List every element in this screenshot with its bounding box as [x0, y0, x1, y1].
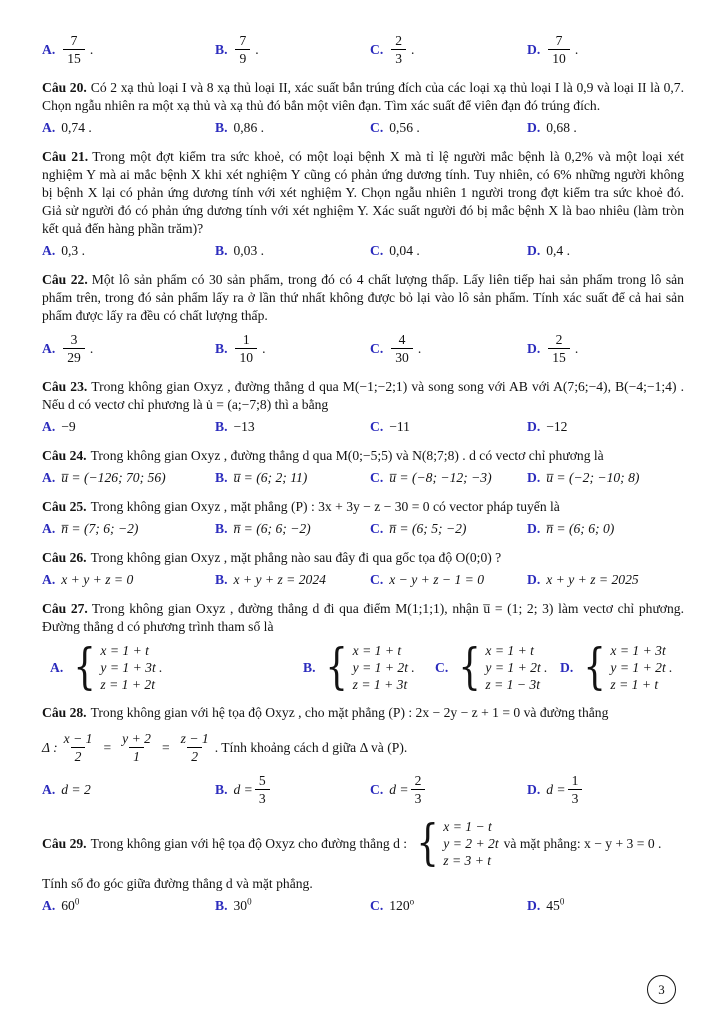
option-letter: A. — [42, 521, 56, 536]
question-24 — [42, 447, 684, 487]
parametric-system: { x = 1 + t y = 1 + 2t z = 1 − 3t — [458, 638, 541, 696]
option-letter: B. — [215, 470, 228, 485]
question-text — [42, 447, 684, 465]
option-letter: A. — [50, 659, 64, 675]
parametric-system: { x = 1 + t y = 1 + 2t z = 1 + 3t — [325, 638, 409, 696]
question-24-options — [42, 468, 684, 487]
option-b — [215, 31, 370, 68]
option-letter: D. — [527, 42, 541, 57]
option-c — [370, 771, 527, 808]
option-value: 0,3 . — [61, 243, 86, 258]
question-text — [42, 148, 684, 238]
parametric-system: { x = 1 + t y = 1 + 3t z = 1 + 2t — [73, 638, 156, 696]
option-d — [527, 519, 684, 538]
option-b — [215, 771, 370, 808]
parametric-system: { x = 1 + 3t y = 1 + 2t z = 1 + t — [583, 638, 666, 696]
option-suffix: . — [411, 659, 415, 675]
option-letter: D. — [527, 243, 541, 258]
option-c — [370, 417, 527, 436]
option-a — [50, 638, 303, 696]
question-28-options — [42, 771, 684, 808]
option-b — [215, 519, 370, 538]
fraction: $\frac{x - 1}{2}$ — [63, 731, 93, 764]
question-21 — [42, 148, 684, 260]
option-value: x − y + z − 1 = 0 — [389, 572, 485, 587]
question-body: Trong không gian với hệ tọa độ Oxyz , cho mặt phẳng (P) : 2x − 2y − z + 1 = 0 và đường thẳng — [90, 705, 609, 720]
option-letter: A. — [42, 572, 56, 587]
fraction: $\frac{3}{29}$ — [63, 332, 85, 365]
option-suffix: . — [255, 42, 259, 57]
option-c — [370, 896, 527, 915]
option-a — [42, 896, 215, 915]
option-value: $60^0$ — [61, 896, 80, 913]
option-a — [42, 417, 215, 436]
parametric-system: { x = 1 − t y = 2 + 2t z = 3 + t — [416, 814, 499, 872]
question-25 — [42, 498, 684, 538]
option-value: 120$^o$ — [389, 896, 415, 913]
option-value: 0,04 . — [389, 243, 420, 258]
option-d — [560, 638, 684, 696]
option-value: d = 2 — [61, 782, 91, 797]
option-suffix: . — [158, 659, 163, 675]
option-b — [215, 570, 370, 589]
option-c — [370, 519, 527, 538]
option-value: n̅ = (6; 6; 0) — [546, 521, 615, 536]
question-27-options — [42, 638, 684, 696]
question-28 — [42, 704, 684, 808]
option-suffix: . — [89, 341, 94, 356]
option-d — [527, 330, 684, 367]
question-text — [42, 549, 684, 567]
option-prefix: d = — [389, 782, 409, 797]
option-letter: B. — [215, 572, 228, 587]
option-letter: C. — [435, 659, 449, 675]
question-body-post: và mặt phẳng: x − y + 3 = 0 . — [503, 835, 662, 851]
option-b — [215, 118, 370, 137]
fraction: $\frac{2}{15}$ — [548, 332, 570, 365]
question-20 — [42, 79, 684, 137]
option-c — [370, 330, 527, 367]
option-suffix: . — [543, 659, 548, 675]
carryover-options-row — [42, 31, 684, 68]
question-label: Câu 27. — [42, 601, 88, 616]
option-letter: D. — [527, 419, 541, 434]
question-text — [42, 814, 684, 872]
option-letter: C. — [370, 120, 384, 135]
option-a — [42, 31, 215, 68]
option-value: 0,74 . — [61, 120, 92, 135]
option-value: 0,03 . — [233, 243, 265, 258]
question-label: Câu 26. — [42, 550, 87, 565]
question-body: Có 2 xạ thủ loại I và 8 xạ thủ loại II, xác suất bắn trúng đích của các loại xạ thủ loại I là 0,9 và loại II là 0,7. Chọn ngẫu nhiên ra một xạ thủ và xạ thủ đó bắn một viên đạn. Tìm xác suất để viên đạn đó trúng đích. — [42, 80, 684, 113]
option-value: u̅ = (−8; −12; −3) — [389, 470, 492, 485]
option-a — [42, 241, 215, 260]
option-letter: B. — [215, 782, 228, 797]
left-brace: { — [583, 638, 607, 696]
question-label: Câu 22. — [42, 272, 88, 287]
option-letter: C. — [370, 470, 384, 485]
option-letter: A. — [42, 898, 56, 913]
question-body: Trong một đợt kiểm tra sức khoẻ, có một loại bệnh X mà tỉ lệ người mắc bệnh là 0,2% và một loại xét nghiệm Y mà ai mắc bệnh X khi xét nghiệm Y cũng có phản ứng dương tính. Tuy nhiên, có 6% những người không bị bệnh X lại có phản ứng dương tính với xét nghiệm Y. Chọn ngẫu nhiên 1 người trong đợt kiểm tra sức khoẻ đó. Giả sử người đó có phản ứng dương tính với xét nghiệm Y. Xác suất người đó bị mắc bệnh X là bao nhiêu (làm tròn kết quả đến hàng phần trăm)? — [42, 149, 684, 236]
option-letter: A. — [42, 419, 56, 434]
option-b — [215, 330, 370, 367]
question-label: Câu 20. — [42, 80, 87, 95]
option-value: n̅ = (7; 6; −2) — [61, 521, 139, 536]
option-letter: B. — [215, 243, 228, 258]
option-value: 0,4 . — [546, 243, 571, 258]
option-letter: B. — [215, 120, 228, 135]
option-value: −13 — [233, 419, 255, 434]
option-letter: D. — [527, 521, 541, 536]
option-value: x + y + z = 2024 — [233, 572, 326, 587]
option-letter: C. — [370, 572, 384, 587]
fraction: $\frac{1}{10}$ — [235, 332, 257, 365]
option-a — [42, 118, 215, 137]
option-letter: C. — [370, 898, 384, 913]
question-text — [42, 378, 684, 414]
option-value: u̅ = (6; 2; 11) — [233, 470, 308, 485]
option-letter: C. — [370, 419, 384, 434]
equals-sign: = — [103, 739, 112, 755]
question-29-options — [42, 896, 684, 915]
degree-sup: 0 — [74, 896, 80, 907]
option-suffix: . — [574, 341, 579, 356]
question-26-options — [42, 570, 684, 589]
option-letter: A. — [42, 782, 56, 797]
option-c — [370, 468, 527, 487]
option-letter: D. — [527, 120, 541, 135]
option-letter: B. — [215, 898, 228, 913]
equals-sign: = — [161, 739, 170, 755]
degree-sup: 0 — [559, 896, 565, 907]
option-value: 0,86 . — [233, 120, 265, 135]
option-prefix: d = — [233, 782, 253, 797]
option-letter: C. — [370, 42, 384, 57]
option-value: x + y + z = 2025 — [546, 572, 639, 587]
question-29 — [42, 814, 684, 915]
option-d — [527, 896, 684, 915]
question-text — [42, 498, 684, 516]
option-value: n̅ = (6; 6; −2) — [233, 521, 311, 536]
question-label: Câu 28. — [42, 705, 87, 720]
option-letter: D. — [527, 898, 541, 913]
option-value: −9 — [61, 419, 76, 434]
left-brace: { — [73, 638, 97, 696]
option-letter: A. — [42, 42, 56, 57]
option-d — [527, 241, 684, 260]
fraction: $\frac{7}{9}$ — [235, 33, 250, 66]
question-label: Câu 25. — [42, 499, 87, 514]
option-letter: C. — [370, 341, 384, 356]
option-value: $30^0$ — [233, 896, 252, 913]
question-28-equation — [42, 729, 684, 766]
option-value: 0,56 . — [389, 120, 420, 135]
option-b — [215, 417, 370, 436]
question-label: Câu 23. — [42, 379, 88, 394]
question-text — [42, 704, 684, 722]
option-value: $45^0$ — [546, 896, 565, 913]
fraction: $\frac{y + 2}{1}$ — [122, 731, 151, 764]
fraction: $\frac{z - 1}{2}$ — [180, 731, 209, 764]
question-text — [42, 600, 684, 636]
question-body: Trong không gian Oxyz , mặt phẳng (P) : 3x + 3y − z − 30 = 0 có vector pháp tuyến là — [90, 499, 560, 514]
option-a — [42, 519, 215, 538]
option-c — [435, 638, 560, 696]
fraction: $\frac{2}{3}$ — [411, 773, 426, 806]
option-d — [527, 118, 684, 137]
question-25-options — [42, 519, 684, 538]
option-letter: A. — [42, 120, 56, 135]
option-letter: B. — [215, 42, 228, 57]
question-20-options — [42, 118, 684, 137]
option-c — [370, 241, 527, 260]
question-followup: Tính số đo góc giữa đường thẳng d và mặt phẳng. — [42, 876, 313, 891]
option-letter: B. — [215, 341, 228, 356]
option-letter: B. — [215, 521, 228, 536]
left-brace: { — [458, 638, 482, 696]
left-brace: { — [416, 814, 439, 872]
option-a — [42, 330, 215, 367]
option-value: 0,68 . — [546, 120, 577, 135]
option-letter: D. — [527, 782, 541, 797]
fraction: $\frac{1}{3}$ — [568, 773, 583, 806]
question-body: Trong không gian Oxyz , đường thẳng d qua M(−1;−2;1) và song song với AB với A(7;6;−4), B(−4;−1;4) . Nếu d có vectơ chỉ phương là u̇ = (a;−7;8) thì a bằng — [42, 379, 684, 412]
option-value: u̅ = (−126; 70; 56) — [61, 470, 166, 485]
option-b — [215, 468, 370, 487]
option-letter: D. — [560, 659, 574, 675]
option-c — [370, 31, 527, 68]
question-22-options — [42, 330, 684, 367]
option-value: −11 — [389, 419, 410, 434]
option-c — [370, 570, 527, 589]
option-letter: A. — [42, 341, 56, 356]
degree-sup: o — [409, 896, 415, 907]
option-suffix: . — [262, 341, 266, 356]
option-d — [527, 417, 684, 436]
option-letter: C. — [370, 243, 384, 258]
option-suffix: . — [668, 659, 673, 675]
option-d — [527, 31, 684, 68]
option-letter: D. — [527, 341, 541, 356]
option-letter: D. — [527, 572, 541, 587]
option-value: n̅ = (6; 5; −2) — [389, 521, 467, 536]
option-letter: D. — [527, 470, 541, 485]
option-suffix: . — [417, 341, 422, 356]
degree-sup: 0 — [247, 896, 252, 907]
fraction: $\frac{2}{3}$ — [391, 33, 406, 66]
option-d — [527, 570, 684, 589]
option-prefix: d = — [546, 782, 566, 797]
fraction: $\frac{5}{3}$ — [255, 773, 270, 806]
question-text — [42, 271, 684, 325]
option-suffix: . — [574, 42, 579, 57]
question-21-options — [42, 241, 684, 260]
option-suffix: . — [89, 42, 94, 57]
option-a — [42, 570, 215, 589]
question-label: Câu 24. — [42, 448, 87, 463]
option-value: u̅ = (−2; −10; 8) — [546, 470, 640, 485]
equation-tail: . Tính khoảng cách d giữa Δ và (P). — [214, 739, 408, 755]
left-brace: { — [325, 638, 349, 696]
option-letter: C. — [370, 521, 384, 536]
option-c — [370, 118, 527, 137]
page-number: 3 — [658, 981, 665, 997]
page-number-badge — [647, 975, 676, 1004]
option-letter: B. — [215, 419, 228, 434]
question-body: Một lô sản phẩm có 30 sản phẩm, trong đó có 4 chất lượng thấp. Lấy liên tiếp hai sản phẩm trong lô sản phẩm trên, trong đó sản phẩm lấy ra ở lần thứ nhất không được bỏ lại vào lô sản phẩm. Tính xác suất để cả hai sản phẩm được lấy ra đều có chất lượng thấp. — [42, 272, 684, 323]
question-text — [42, 79, 684, 115]
question-26 — [42, 549, 684, 589]
option-a — [42, 468, 215, 487]
option-d — [527, 468, 684, 487]
question-23 — [42, 378, 684, 436]
option-letter: B. — [303, 659, 316, 675]
option-value: x + y + z = 0 — [61, 572, 134, 587]
question-label: Câu 21. — [42, 149, 89, 164]
fraction: $\frac{7}{15}$ — [63, 33, 85, 66]
question-body: Trong không gian Oxyz , đường thẳng d qua M(0;−5;5) và N(8;7;8) . d có vectơ chỉ phương là — [90, 448, 604, 463]
question-body: Trong không gian Oxyz , mặt phẳng nào sau đây đi qua gốc tọa độ O(0;0) ? — [90, 550, 502, 565]
option-a — [42, 771, 215, 808]
option-suffix: . — [411, 42, 415, 57]
option-b — [215, 241, 370, 260]
option-value: −12 — [546, 419, 568, 434]
option-letter: A. — [42, 470, 56, 485]
fraction: $\frac{4}{30}$ — [391, 332, 413, 365]
question-27 — [42, 600, 684, 696]
question-23-options — [42, 417, 684, 436]
option-letter: C. — [370, 782, 384, 797]
delta-prefix: Δ : — [42, 739, 58, 755]
question-22 — [42, 271, 684, 367]
option-b — [215, 896, 370, 915]
fraction: $\frac{7}{10}$ — [548, 33, 570, 66]
question-body: Trong không gian Oxyz , đường thẳng d đi qua điểm M(1;1;1), nhận u̅ = (1; 2; 3) làm vectơ chỉ phương. Đường thẳng d có phương trình tham số là — [42, 601, 684, 634]
option-b — [303, 638, 435, 696]
option-letter: A. — [42, 243, 56, 258]
option-d — [527, 771, 684, 808]
question-body-pre: Trong không gian với hệ tọa độ Oxyz cho đường thẳng d : — [90, 835, 408, 851]
question-label: Câu 29. — [42, 835, 87, 851]
